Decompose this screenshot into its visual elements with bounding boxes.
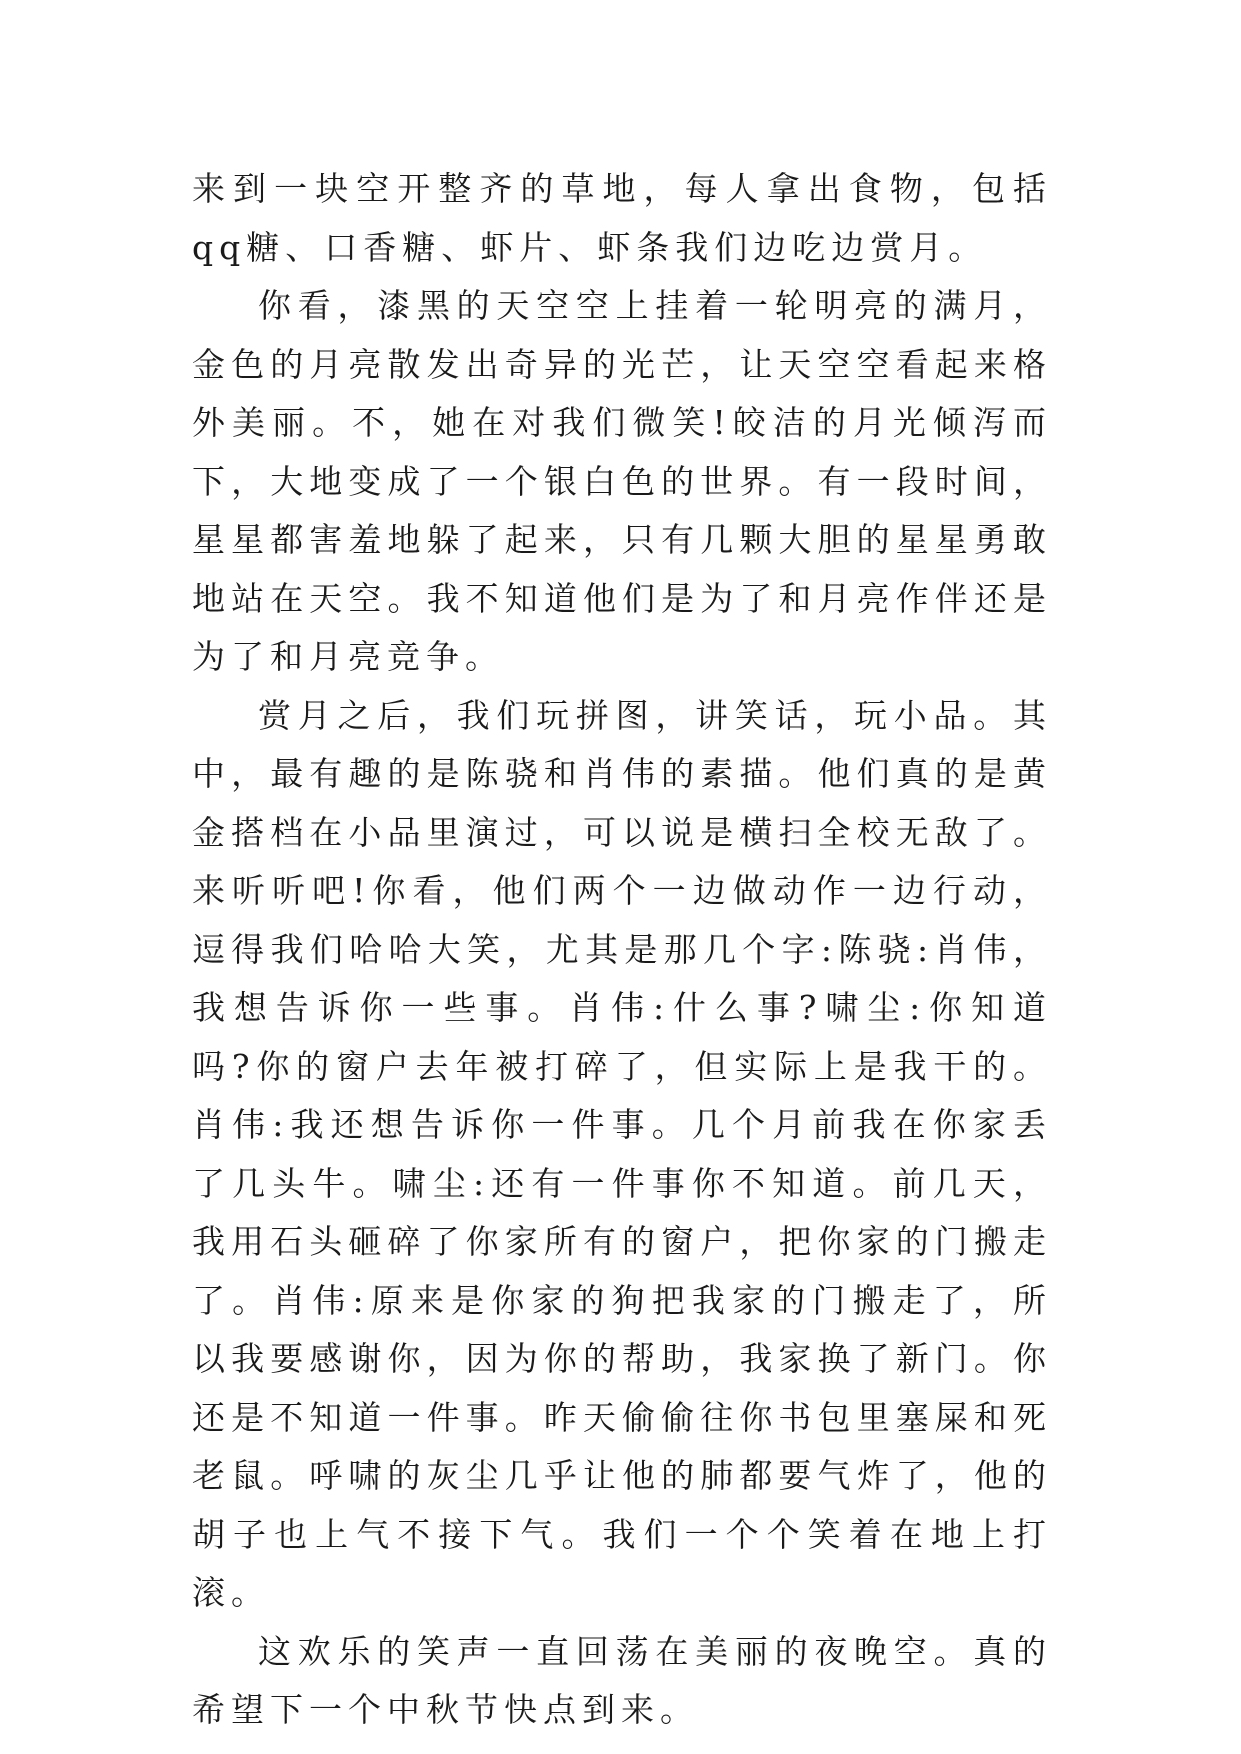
document-body: [192, 160, 1052, 1740]
paragraph-grass-snacks: 来到一块空开整齐的草地，每人拿出食物，包括qq糖、口香糖、虾片、虾条我们边吃边赏月。: [192, 169, 1052, 267]
paragraph-skit: 赏月之后，我们玩拼图，讲笑话，玩小品。其中，最有趣的是陈骁和肖伟的素描。他们真的是黄金搭档在小品里演过，可以说是横扫全校无敌了。来听听吧!你看，他们两个一边做动作一边行动，逗得我们哈哈大笑，尤其是那几个字:陈骁:肖伟，我想告诉你一些事。肖伟:什么事?啸尘:你知道吗?你的窗户去年被打碎了，但实际上是我干的。肖伟:我还想告诉你一件事。几个月前我在你家丢了几头牛。啸尘:还有一件事你不知道。前几天，我用石头砸碎了你家所有的窗户，把你家的门搬走了。肖伟:原来是你家的狗把我家的门搬走了，所以我要感谢你，因为你的帮助，我家换了新门。你还是不知道一件事。昨天偷偷往你书包里塞屎和死老鼠。呼啸的灰尘几乎让他的肺都要气炸了，他的胡子也上气不接下气。我们一个个笑着在地上打滚。: [192, 695, 1052, 1612]
paragraph-closing: 这欢乐的笑声一直回荡在美丽的夜晚空。真的希望下一个中秋节快点到来。: [192, 1631, 1052, 1729]
paragraph-moon-description: 你看，漆黑的天空空上挂着一轮明亮的满月，金色的月亮散发出奇异的光芒，让天空空看起来格外美丽。不，她在对我们微笑!皎洁的月光倾泻而下，大地变成了一个银白色的世界。有一段时间，星星都害羞地躲了起来，只有几颗大胆的星星勇敢地站在天空。我不知道他们是为了和月亮作伴还是为了和月亮竞争。: [192, 286, 1052, 676]
